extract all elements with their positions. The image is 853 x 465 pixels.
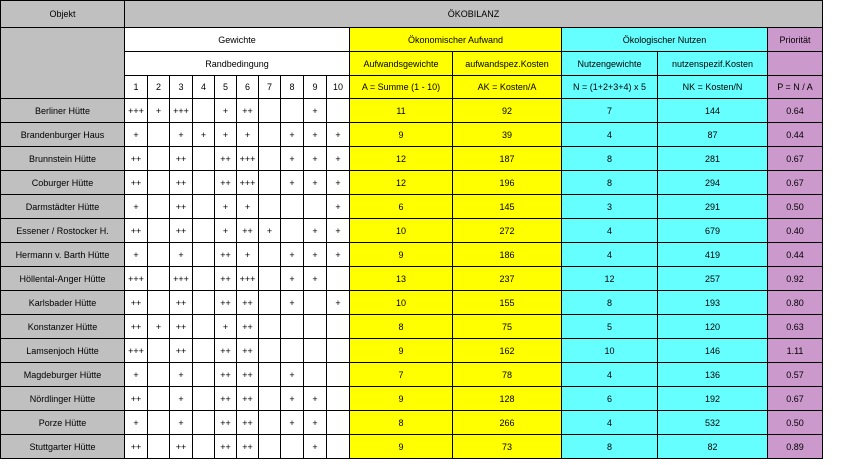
nutzen-kosten-value: 136 <box>658 363 768 387</box>
weight-cell <box>193 219 215 243</box>
table-row <box>1 363 823 387</box>
weight-cell <box>259 171 281 195</box>
aufwand-kosten-value: 266 <box>453 411 562 435</box>
weight-cell: + <box>281 363 304 387</box>
objekt-header: Objekt <box>1 1 125 28</box>
table-row <box>1 315 823 339</box>
weight-cell: + <box>281 171 304 195</box>
weight-cell: ++ <box>215 291 237 315</box>
weight-cell <box>259 123 281 147</box>
weight-cell: + <box>237 195 259 219</box>
hut-name: Karlsbader Hütte <box>1 291 125 315</box>
weight-cell <box>148 219 170 243</box>
table-row <box>1 267 823 291</box>
aufwand-value: 9 <box>350 123 453 147</box>
table-row <box>1 291 823 315</box>
nutzen-kosten-value: 82 <box>658 435 768 459</box>
aufwand-value: 12 <box>350 171 453 195</box>
aufwand-value: 8 <box>350 315 453 339</box>
weight-cell: ++ <box>237 315 259 339</box>
table-row <box>1 339 823 363</box>
nutzen-value: 3 <box>562 195 658 219</box>
weight-cell: +++ <box>125 339 148 363</box>
aufwand-kosten-value: 162 <box>453 339 562 363</box>
weight-cell: ++ <box>125 147 148 171</box>
aufwand-value: 10 <box>350 219 453 243</box>
weight-cell: ++ <box>237 99 259 123</box>
weight-cell <box>148 171 170 195</box>
objekt-blank-cell <box>1 28 125 99</box>
weight-cell: + <box>170 387 193 411</box>
weight-cell <box>304 315 327 339</box>
weight-cell: + <box>215 219 237 243</box>
weight-cell: + <box>327 243 350 267</box>
col-number: 8 <box>281 76 304 99</box>
weight-cell: + <box>304 123 327 147</box>
page-title: ÖKOBILANZ <box>125 1 823 28</box>
nutzen-kosten-value: 87 <box>658 123 768 147</box>
weight-cell <box>259 99 281 123</box>
nutzen-value: 7 <box>562 99 658 123</box>
prioritaet-value: 0.50 <box>768 411 823 435</box>
hut-name: Nördlinger Hütte <box>1 387 125 411</box>
weight-cell: ++ <box>125 315 148 339</box>
weight-cell: + <box>304 435 327 459</box>
weight-cell <box>304 195 327 219</box>
weight-cell: + <box>125 411 148 435</box>
weight-cell: + <box>125 195 148 219</box>
hut-name: Stuttgarter Hütte <box>1 435 125 459</box>
nutzen-kosten-value: 291 <box>658 195 768 219</box>
prioritaet-value: 0.40 <box>768 219 823 243</box>
title-row <box>1 1 823 28</box>
weight-cell <box>193 195 215 219</box>
weight-cell: + <box>193 123 215 147</box>
prioritaet-value: 0.44 <box>768 123 823 147</box>
weight-cell: ++ <box>215 171 237 195</box>
weight-cell <box>327 435 350 459</box>
group-header-row <box>1 28 823 52</box>
aufwand-kosten-value: 155 <box>453 291 562 315</box>
weight-cell <box>193 435 215 459</box>
col-number: 10 <box>327 76 350 99</box>
weight-cell: + <box>304 219 327 243</box>
hut-name: Hermann v. Barth Hütte <box>1 243 125 267</box>
weight-cell: + <box>327 123 350 147</box>
weight-cell: + <box>304 411 327 435</box>
table-row <box>1 411 823 435</box>
aufwand-kosten-value: 145 <box>453 195 562 219</box>
data-rows <box>1 99 823 459</box>
weight-cell: + <box>215 195 237 219</box>
weight-cell: ++ <box>170 147 193 171</box>
aufwand-kosten-value: 187 <box>453 147 562 171</box>
aufwand-kosten-value: 78 <box>453 363 562 387</box>
aufwandspez-header: aufwandspez.Kosten <box>453 52 562 76</box>
aufwand-kosten-value: 128 <box>453 387 562 411</box>
aufwand-value: 9 <box>350 387 453 411</box>
nutzen-value: 8 <box>562 147 658 171</box>
weight-cell <box>193 243 215 267</box>
weight-cell <box>193 267 215 291</box>
weight-cell <box>281 195 304 219</box>
weight-cell <box>148 195 170 219</box>
weight-cell: + <box>170 411 193 435</box>
nutzen-value: 12 <box>562 267 658 291</box>
weight-cell: + <box>237 123 259 147</box>
aufwand-kosten-value: 196 <box>453 171 562 195</box>
sub-header-row <box>1 52 823 76</box>
hut-name: Berliner Hütte <box>1 99 125 123</box>
weight-cell: ++ <box>215 363 237 387</box>
weight-cell: + <box>281 291 304 315</box>
nutzen-value: 4 <box>562 411 658 435</box>
weight-cell: ++ <box>237 363 259 387</box>
weight-cell: ++ <box>215 267 237 291</box>
aufwand-kosten-value: 39 <box>453 123 562 147</box>
weight-cell: + <box>304 243 327 267</box>
weight-cell: + <box>304 147 327 171</box>
prioritaet-value: 0.67 <box>768 387 823 411</box>
table-row <box>1 147 823 171</box>
weight-cell <box>259 411 281 435</box>
weight-cell <box>327 339 350 363</box>
weight-cell: ++ <box>170 339 193 363</box>
weight-cell: + <box>327 195 350 219</box>
hut-name: Brandenburger Haus <box>1 123 125 147</box>
weight-cell <box>259 387 281 411</box>
col-number: 3 <box>170 76 193 99</box>
prioritaet-value: 0.67 <box>768 171 823 195</box>
oekologisch-header: Ökologischer Nutzen <box>562 28 768 52</box>
weight-cell: ++ <box>170 435 193 459</box>
weight-cell: + <box>125 243 148 267</box>
weight-cell: + <box>281 387 304 411</box>
col-number: 7 <box>259 76 281 99</box>
weight-cell: + <box>304 387 327 411</box>
col-number: 9 <box>304 76 327 99</box>
weight-cell <box>148 243 170 267</box>
prioritaet-value: 0.80 <box>768 291 823 315</box>
weight-cell: + <box>304 267 327 291</box>
weight-cell <box>259 291 281 315</box>
weight-cell: + <box>281 123 304 147</box>
weight-cell: + <box>125 363 148 387</box>
weight-cell: ++ <box>215 387 237 411</box>
weight-cell: + <box>304 99 327 123</box>
weight-cell: ++ <box>170 195 193 219</box>
weight-cell <box>148 291 170 315</box>
aufwand-kosten-value: 237 <box>453 267 562 291</box>
weight-cell: +++ <box>125 267 148 291</box>
weight-cell: + <box>281 147 304 171</box>
weight-cell: ++ <box>237 387 259 411</box>
weight-cell <box>193 387 215 411</box>
weight-cell <box>259 363 281 387</box>
prioritaet-value: 0.92 <box>768 267 823 291</box>
nutzen-value: 5 <box>562 315 658 339</box>
nutzen-kosten-value: 257 <box>658 267 768 291</box>
prioritaet-value: 0.64 <box>768 99 823 123</box>
prioritaet-value: 0.67 <box>768 147 823 171</box>
formula-a: A = Summe (1 - 10) <box>350 76 453 99</box>
weight-cell <box>148 339 170 363</box>
formula-n: N = (1+2+3+4) x 5 <box>562 76 658 99</box>
weight-cell: ++ <box>237 435 259 459</box>
nutzen-kosten-value: 146 <box>658 339 768 363</box>
weight-cell <box>327 267 350 291</box>
formula-nk: NK = Kosten/N <box>658 76 768 99</box>
col-number: 2 <box>148 76 170 99</box>
weight-cell: ++ <box>237 411 259 435</box>
nutzen-value: 4 <box>562 243 658 267</box>
weight-cell: + <box>327 147 350 171</box>
weight-cell: ++ <box>125 171 148 195</box>
hut-name: Coburger Hütte <box>1 171 125 195</box>
hut-name: Darmstädter Hütte <box>1 195 125 219</box>
weight-cell: + <box>148 99 170 123</box>
weight-cell: ++ <box>170 171 193 195</box>
prioritaet-value: 0.50 <box>768 195 823 219</box>
aufwand-kosten-value: 272 <box>453 219 562 243</box>
weight-cell <box>281 435 304 459</box>
weight-cell: ++ <box>215 339 237 363</box>
formula-ak: AK = Kosten/A <box>453 76 562 99</box>
weight-cell <box>259 435 281 459</box>
weight-cell: +++ <box>237 171 259 195</box>
aufwand-value: 9 <box>350 243 453 267</box>
weight-cell: + <box>237 243 259 267</box>
weight-cell: ++ <box>170 291 193 315</box>
weight-cell: + <box>304 171 327 195</box>
weight-cell <box>259 195 281 219</box>
table-row <box>1 435 823 459</box>
weight-cell <box>281 219 304 243</box>
weight-cell <box>281 99 304 123</box>
gewichte-header: Gewichte <box>125 28 350 52</box>
aufwand-kosten-value: 92 <box>453 99 562 123</box>
randbedingung-header: Randbedingung <box>125 52 350 76</box>
weight-cell <box>281 339 304 363</box>
weight-cell: + <box>170 123 193 147</box>
weight-cell: + <box>259 219 281 243</box>
weight-cell <box>259 267 281 291</box>
aufwand-value: 9 <box>350 339 453 363</box>
weight-cell <box>148 411 170 435</box>
column-number-row <box>1 76 823 99</box>
prioritaet-value: 1.11 <box>768 339 823 363</box>
hut-name: Essener / Rostocker H. <box>1 219 125 243</box>
weight-cell: + <box>170 243 193 267</box>
hut-name: Höllental-Anger Hütte <box>1 267 125 291</box>
table-row <box>1 243 823 267</box>
nutzen-kosten-value: 281 <box>658 147 768 171</box>
prioritaet-value: 0.63 <box>768 315 823 339</box>
prioritaet-value: 0.89 <box>768 435 823 459</box>
weight-cell: + <box>215 123 237 147</box>
weight-cell: ++ <box>125 291 148 315</box>
nutzen-value: 8 <box>562 291 658 315</box>
weight-cell: + <box>327 171 350 195</box>
weight-cell: ++ <box>237 291 259 315</box>
aufwandsgewichte-header: Aufwandsgewichte <box>350 52 453 76</box>
weight-cell <box>193 315 215 339</box>
weight-cell <box>193 171 215 195</box>
hut-name: Konstanzer Hütte <box>1 315 125 339</box>
weight-cell <box>304 291 327 315</box>
weight-cell <box>148 387 170 411</box>
weight-cell <box>327 363 350 387</box>
weight-cell <box>304 363 327 387</box>
aufwand-value: 13 <box>350 267 453 291</box>
weight-cell: + <box>281 243 304 267</box>
hut-name: Magdeburger Hütte <box>1 363 125 387</box>
aufwand-kosten-value: 186 <box>453 243 562 267</box>
weight-cell <box>259 147 281 171</box>
weight-cell: +++ <box>170 99 193 123</box>
col-number: 4 <box>193 76 215 99</box>
nutzen-kosten-value: 120 <box>658 315 768 339</box>
weight-cell: +++ <box>237 147 259 171</box>
weight-cell: + <box>215 99 237 123</box>
nutzen-kosten-value: 144 <box>658 99 768 123</box>
nutzen-value: 6 <box>562 387 658 411</box>
nutzen-kosten-value: 192 <box>658 387 768 411</box>
table-row <box>1 219 823 243</box>
formula-p: P = N / A <box>768 76 823 99</box>
nutzen-kosten-value: 193 <box>658 291 768 315</box>
col-number: 5 <box>215 76 237 99</box>
weight-cell: ++ <box>170 315 193 339</box>
weight-cell: ++ <box>125 219 148 243</box>
aufwand-value: 11 <box>350 99 453 123</box>
nutzengewichte-header: Nutzengewichte <box>562 52 658 76</box>
col-number: 1 <box>125 76 148 99</box>
nutzen-value: 10 <box>562 339 658 363</box>
hut-name: Lamsenjoch Hütte <box>1 339 125 363</box>
aufwand-value: 9 <box>350 435 453 459</box>
weight-cell: + <box>327 291 350 315</box>
weight-cell <box>193 339 215 363</box>
weight-cell <box>148 363 170 387</box>
weight-cell <box>327 411 350 435</box>
nutzen-value: 4 <box>562 219 658 243</box>
aufwand-value: 6 <box>350 195 453 219</box>
weight-cell: +++ <box>237 267 259 291</box>
weight-cell: +++ <box>125 99 148 123</box>
weight-cell <box>259 315 281 339</box>
weight-cell <box>281 315 304 339</box>
hut-name: Brunnstein Hütte <box>1 147 125 171</box>
prioritaet-header: Priorität <box>768 28 823 52</box>
weight-cell: ++ <box>215 411 237 435</box>
aufwand-kosten-value: 75 <box>453 315 562 339</box>
aufwand-value: 8 <box>350 411 453 435</box>
weight-cell: + <box>327 219 350 243</box>
weight-cell: ++ <box>170 219 193 243</box>
nutzen-kosten-value: 294 <box>658 171 768 195</box>
nutzen-kosten-value: 679 <box>658 219 768 243</box>
weight-cell: ++ <box>237 219 259 243</box>
table-row <box>1 99 823 123</box>
nutzen-value: 8 <box>562 171 658 195</box>
weight-cell: + <box>215 315 237 339</box>
weight-cell <box>148 435 170 459</box>
weight-cell: + <box>125 123 148 147</box>
weight-cell: ++ <box>215 243 237 267</box>
weight-cell: ++ <box>125 387 148 411</box>
aufwand-kosten-value: 73 <box>453 435 562 459</box>
weight-cell: + <box>170 363 193 387</box>
nutzen-value: 4 <box>562 363 658 387</box>
weight-cell <box>148 147 170 171</box>
nutzen-value: 8 <box>562 435 658 459</box>
weight-cell <box>259 243 281 267</box>
table-row <box>1 195 823 219</box>
weight-cell <box>327 387 350 411</box>
weight-cell <box>193 147 215 171</box>
weight-cell: ++ <box>215 147 237 171</box>
weight-cell <box>304 339 327 363</box>
prioritaet-blank-cell <box>768 52 823 76</box>
weight-cell: ++ <box>237 339 259 363</box>
nutzenspez-header: nutzenspezif.Kosten <box>658 52 768 76</box>
hut-name: Porze Hütte <box>1 411 125 435</box>
aufwand-value: 10 <box>350 291 453 315</box>
weight-cell <box>193 291 215 315</box>
aufwand-value: 7 <box>350 363 453 387</box>
weight-cell <box>259 339 281 363</box>
table-row <box>1 387 823 411</box>
weight-cell <box>193 363 215 387</box>
weight-cell <box>327 315 350 339</box>
col-number: 6 <box>237 76 259 99</box>
weight-cell: ++ <box>215 435 237 459</box>
table-row <box>1 123 823 147</box>
aufwand-value: 12 <box>350 147 453 171</box>
nutzen-value: 4 <box>562 123 658 147</box>
oekonomisch-header: Ökonomischer Aufwand <box>350 28 562 52</box>
weight-cell: +++ <box>170 267 193 291</box>
weight-cell: + <box>281 411 304 435</box>
weight-cell <box>327 99 350 123</box>
table-row <box>1 171 823 195</box>
weight-cell <box>148 267 170 291</box>
weight-cell <box>148 123 170 147</box>
weight-cell <box>193 99 215 123</box>
prioritaet-value: 0.57 <box>768 363 823 387</box>
weight-cell: + <box>148 315 170 339</box>
nutzen-kosten-value: 419 <box>658 243 768 267</box>
weight-cell <box>193 411 215 435</box>
prioritaet-value: 0.44 <box>768 243 823 267</box>
nutzen-kosten-value: 532 <box>658 411 768 435</box>
weight-cell: ++ <box>125 435 148 459</box>
weight-cell: + <box>281 267 304 291</box>
